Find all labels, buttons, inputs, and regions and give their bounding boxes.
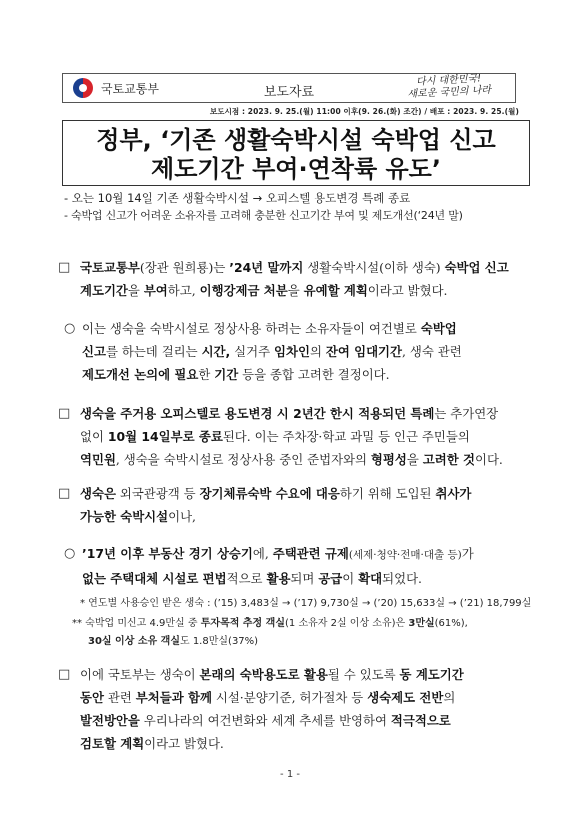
subtitles [64, 190, 534, 224]
text-span: 부처들과 함께 [135, 690, 212, 705]
text-span: ** 숙박업 미신고 4.9만실 중 [72, 618, 201, 629]
subtitle-1: - 오는 10월 14일 기존 생활숙박시설 → 오피스텔 용도변경 특례 종료 [64, 191, 411, 205]
text-span: 주택관련 규제 [272, 546, 349, 561]
text-span: 고려한 것 [422, 452, 475, 467]
text-span: 도 1.8만실(37%) [179, 636, 259, 647]
text-span: 이나, [168, 509, 196, 524]
text-span: 을 [287, 283, 304, 298]
slogan-line-1: 다시 대한민국! [415, 73, 482, 88]
press-release-label: 보도자료 [263, 85, 315, 100]
text-span: 임차인 [274, 344, 310, 359]
text-span: 본래의 숙박용도로 활용 [199, 667, 328, 682]
text-span: 되며 [290, 571, 319, 586]
text-span: 취사가 [435, 486, 472, 501]
text-span: 3만실 [408, 618, 435, 629]
text-span: 국토교통부 [80, 260, 140, 275]
text-span: (세제·청약·전매·대출 등) [348, 549, 462, 561]
circle-bullet: ○ [64, 546, 76, 561]
text-span: 유예할 계획 [303, 283, 368, 298]
text-span: (장관 원희룡)는 [139, 260, 230, 275]
text-span: 활용 [266, 571, 291, 586]
text-span: 실거주 [230, 344, 275, 359]
text-span: 숙박업 [420, 321, 457, 336]
text-span: 없이 [80, 429, 108, 444]
ministry-name: 국토교통부 [101, 81, 159, 96]
slogan-line-2: 새로운 국민의 나라 [407, 84, 492, 101]
text-span: 외국관광객 등 [115, 486, 200, 501]
text-span: 이에 국토부는 생숙이 [80, 667, 200, 682]
text-span: (61%), [434, 618, 468, 629]
text-span: 등을 종합 고려한 결정이다. [238, 367, 390, 382]
text-span: 가능한 숙박시설 [80, 509, 169, 524]
square-bullet: □ [58, 406, 71, 421]
text-span: 부여 [143, 283, 168, 298]
paragraph-3 [80, 402, 503, 471]
text-span: 이 [342, 571, 359, 586]
text-span: 을 [127, 283, 144, 298]
text-span: 10월 14일부로 종료 [107, 429, 223, 444]
text-span: 의 [309, 344, 326, 359]
text-span: 계도기간 [80, 283, 128, 298]
page-number: - 1 - [280, 769, 300, 780]
text-span: 가 [461, 546, 474, 561]
text-span: , 생숙을 숙박시설로 정상사용 중인 준법자와의 [115, 452, 371, 467]
text-span: 신고 [82, 344, 106, 359]
text-span: , 생숙 관련 [402, 344, 462, 359]
text-span: 잔여 임대기간 [325, 344, 402, 359]
text-span: 시설·분양기준, 허가절차 등 [211, 690, 368, 705]
paragraph-1 [80, 256, 509, 302]
text-span: 기간 [214, 367, 239, 382]
text-span: 생숙은 [80, 486, 116, 501]
text-span: 적으로 [226, 571, 267, 586]
text-span: 우리나라의 여건변화와 세계 추세를 반영하여 [139, 713, 391, 728]
paragraph-4 [80, 482, 471, 528]
text-span: 된다. 이는 주차장·학교 과밀 등 인근 주민들의 [222, 429, 470, 444]
text-span: 이라고 밝혔다. [367, 283, 448, 298]
text-span: 를 하는데 걸리는 [105, 344, 202, 359]
square-bullet: □ [58, 667, 71, 682]
footnote-2 [72, 615, 468, 651]
text-span: 을 [406, 452, 423, 467]
title-line-2: 제도기간 부여·연착륙 유도’ [151, 155, 441, 183]
text-span: 될 수 있도록 [327, 667, 400, 682]
text-span: 동 계도기간 [399, 667, 464, 682]
square-bullet: □ [58, 260, 71, 275]
text-span: 는 추가연장 [434, 406, 499, 421]
text-span: 하고, [167, 283, 200, 298]
text-span: 관련 [103, 690, 136, 705]
text-span: 공급 [318, 571, 343, 586]
text-span: 없는 주택대체 시설로 편법 [82, 571, 227, 586]
text-span: 이행강제금 처분 [199, 283, 288, 298]
text-span: ’17년 이후 부동산 경기 상승기 [82, 546, 253, 561]
text-span: 시간, [201, 344, 231, 359]
title-line-1: 정부, ‘기존 생활숙박시설 숙박업 신고 [96, 126, 496, 154]
square-bullet: □ [58, 486, 71, 501]
text-span: 투자목적 추정 객실 [200, 618, 285, 629]
header-box [62, 73, 516, 103]
title-box [62, 120, 530, 186]
distribution-date: 배포 : 2023. 9. 25.(월) [429, 107, 519, 116]
text-span: 검토할 계획 [80, 736, 145, 751]
text-span: 발전방안을 [80, 713, 140, 728]
text-span: 하기 위해 도입된 [339, 486, 436, 501]
text-span: 적극적으로 [390, 713, 451, 728]
text-span: 되었다. [382, 571, 422, 586]
release-info [0, 106, 519, 117]
text-span: 장기체류숙박 수요에 대응 [199, 486, 340, 501]
text-span: (1 소유자 2실 이상 소유)은 [285, 618, 409, 629]
text-span: 확대 [358, 571, 383, 586]
text-span: 이라고 밝혔다. [144, 736, 224, 751]
release-separator: / [421, 107, 430, 116]
circle-bullet: ○ [64, 321, 76, 336]
text-span: ’24년 말까지 [229, 260, 304, 275]
text-span: 생활숙박시설(이하 생숙) [303, 260, 445, 275]
text-span: 동안 [80, 690, 104, 705]
text-span: 형평성 [370, 452, 407, 467]
text-span: 생숙제도 전반 [367, 690, 444, 705]
text-span: 숙박업 신고 [444, 260, 509, 275]
release-time: 보도시점 : 2023. 9. 25.(월) 11:00 이후(9. 26.(화) 조간) [209, 107, 422, 116]
footnote-1: * 연도별 사용승인 받은 생숙 : (’15) 3,483실 → (’17) 9,730실 → (’20) 15,633실 → (’21) 18,799실 [80, 598, 532, 609]
text-span: 에, [252, 546, 273, 561]
text-span: 한 [198, 367, 215, 382]
subtitle-2: - 숙박업 신고가 어려운 소유자를 고려해 충분한 신고기간 부여 및 제도개선(‘24년 말) [64, 209, 463, 222]
paragraph-6 [80, 663, 464, 755]
paragraph-2 [82, 317, 462, 386]
text-span: 이다. [474, 452, 503, 467]
text-span: 이는 생숙을 숙박시설로 정상사용 하려는 소유자들이 여건별로 [82, 321, 421, 336]
text-span: 의 [443, 690, 456, 705]
paragraph-5 [82, 542, 474, 590]
text-span: 30실 이상 소유 객실 [88, 636, 180, 647]
text-span: 역민원 [80, 452, 116, 467]
text-span: 생숙을 주거용 오피스텔로 용도변경 시 2년간 한시 적용되던 특례 [80, 406, 435, 421]
text-span: 제도개선 논의에 필요 [82, 367, 199, 382]
